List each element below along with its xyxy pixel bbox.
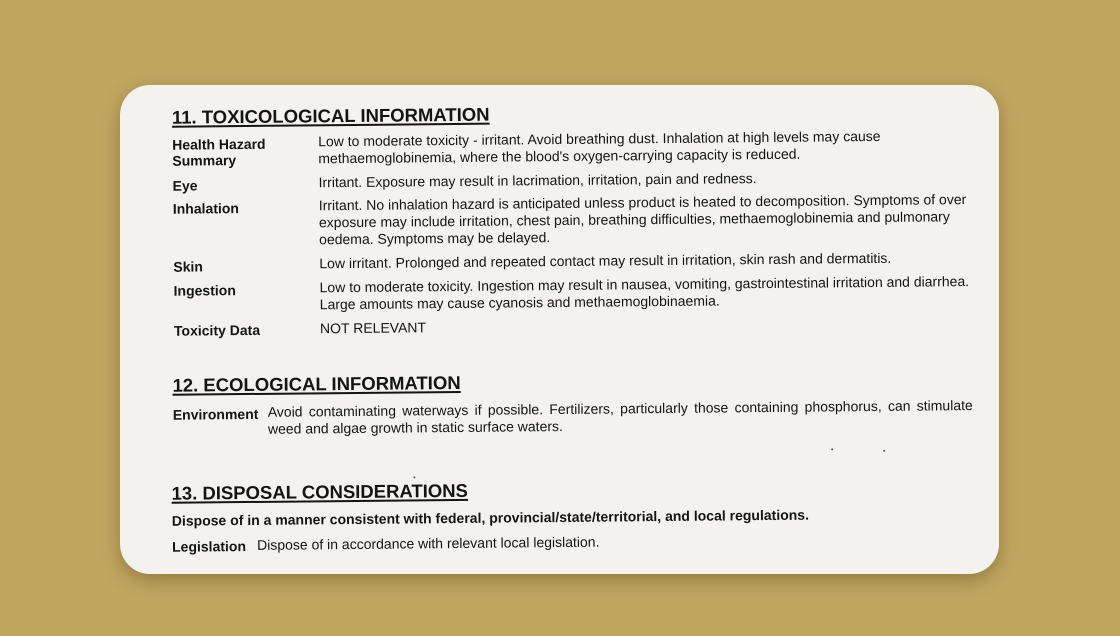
row-label-health-hazard: Health Hazard Summary — [172, 135, 266, 169]
section-11-heading: 11. TOXICOLOGICAL INFORMATION — [171, 103, 490, 128]
legislation-label: Legislation — [171, 538, 247, 555]
row-label-skin: Skin — [173, 258, 204, 275]
environment-text: Avoid contaminating waterways if possible. Fertilizers, particularly those containing phosphorus, can stimulate weed and algae growth in static surface waters. — [267, 397, 973, 437]
disposal-statement: Dispose of in a manner consistent with federal, provincial/state/territorial, and local regulations. — [171, 506, 810, 529]
row-text-toxicity-data: NOT RELEVANT — [319, 319, 427, 337]
row-text-inhalation: Irritant. No inhalation hazard is anticipated unless product is heated to decomposition. Symptoms of over exposure may include irritation, chest pain, breathing difficulties, methaemoglobinemia and pulmonary oedema. Symptoms may be delayed. — [318, 191, 967, 248]
legislation-text: Dispose of in accordance with relevant local legislation. — [256, 533, 600, 553]
section-12-heading: 12. ECOLOGICAL INFORMATION — [172, 371, 461, 396]
document-sheet — [120, 85, 999, 574]
row-label-toxicity-data: Toxicity Data — [173, 321, 261, 339]
row-text-skin: Low irritant. Prolonged and repeated contact may result in irritation, skin rash and dermatitis. — [319, 249, 892, 272]
row-text-health-hazard: Low to moderate toxicity - irritant. Avoid breathing dust. Inhalation at high levels may cause methaemoglobinemia, where the blood's oxygen-carrying capacity is reduced. — [318, 127, 881, 167]
speck — [413, 476, 415, 478]
document-content — [120, 85, 999, 574]
row-label-inhalation: Inhalation — [172, 200, 240, 217]
row-label-eye: Eye — [172, 177, 198, 194]
environment-label: Environment — [172, 405, 259, 423]
section-13-heading: 13. DISPOSAL CONSIDERATIONS — [171, 479, 469, 504]
speck — [831, 448, 833, 450]
row-label-ingestion: Ingestion — [173, 282, 236, 299]
speck — [883, 450, 885, 452]
row-text-ingestion: Low to moderate toxicity. Ingestion may result in nausea, vomiting, gastrointestinal irritation and diarrhea. Large amounts may cause cyanosis and methaemoglobinaemia. — [319, 273, 970, 313]
row-text-eye: Irritant. Exposure may result in lacrimation, irritation, pain and redness. — [318, 170, 757, 191]
